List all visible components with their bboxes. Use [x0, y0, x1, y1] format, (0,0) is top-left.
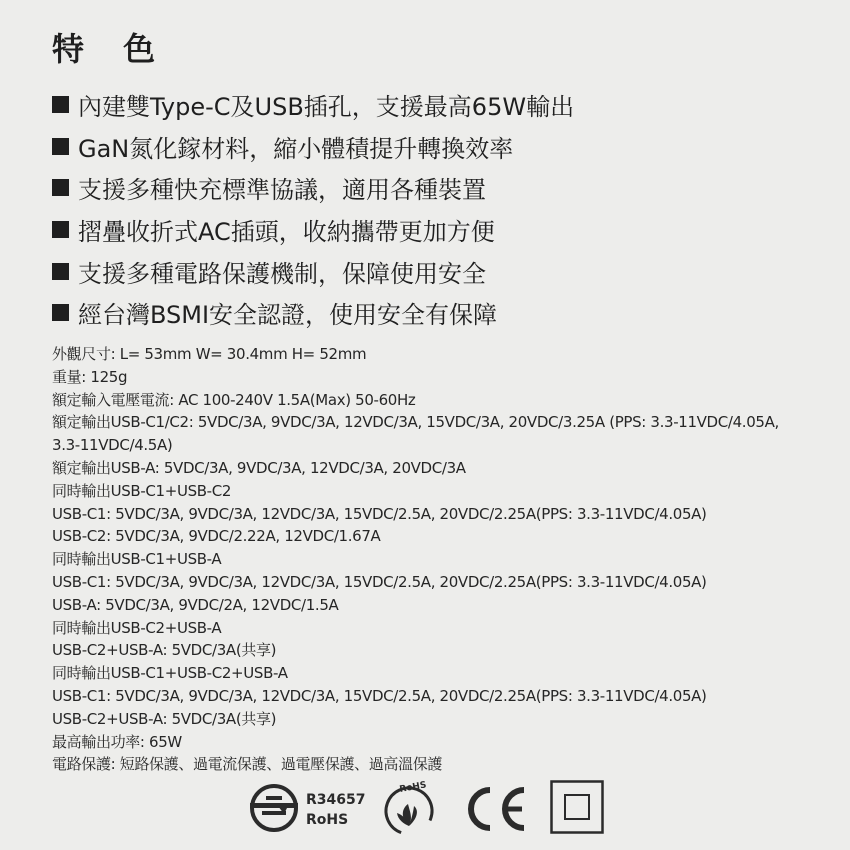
bullet-square-icon: [52, 138, 69, 155]
spec-line: USB-C2+USB-A: 5VDC/3A(共享): [52, 641, 277, 660]
spec-line: 額定輸入電壓電流: AC 100-240V 1.5A(Max) 50-60Hz: [52, 390, 416, 409]
feature-text: 內建雙Type-C及USB插孔，支援最高65W輸出: [78, 93, 575, 122]
feature-text: 支援多種電路保護機制，保障使用安全: [78, 259, 486, 288]
bullet-square-icon: [52, 96, 69, 113]
bullet-square-icon: [52, 179, 69, 196]
page-title: 特 色: [52, 30, 170, 68]
feature-item: [52, 167, 842, 209]
bsmi-code: R34657: [306, 792, 366, 808]
feature-list: [52, 84, 842, 334]
spec-line: 電路保護: 短路保護、過電流保護、過電壓保護、過高溫保護: [52, 755, 443, 774]
feature-text: 經台灣BSMI安全認證，使用安全有保障: [78, 301, 498, 330]
svg-text:RoHS: RoHS: [398, 780, 428, 795]
double-insulation-icon: [550, 780, 604, 834]
spec-line: 最高輸出功率: 65W: [52, 732, 182, 751]
bullet-square-icon: [52, 304, 69, 321]
spec-line: 同時輸出USB-C1+USB-C2: [52, 481, 232, 500]
spec-line: 3.3-11VDC/4.5A): [52, 436, 173, 455]
spec-list: [52, 343, 842, 776]
feature-item: [52, 84, 842, 126]
bsmi-rohs-label: RoHS: [306, 812, 349, 828]
spec-line: USB-C2: 5VDC/3A, 9VDC/2.22A, 12VDC/1.67A: [52, 527, 381, 546]
feature-item: [52, 292, 842, 334]
spec-line: USB-A: 5VDC/3A, 9VDC/2A, 12VDC/1.5A: [52, 595, 339, 614]
spec-line: 同時輸出USB-C2+USB-A: [52, 618, 222, 637]
feature-item: [52, 126, 842, 168]
spec-line: USB-C1: 5VDC/3A, 9VDC/3A, 12VDC/3A, 15VDC/2.5A, 20VDC/2.25A(PPS: 3.3-11VDC/4.05A): [52, 504, 707, 523]
bullet-square-icon: [52, 263, 69, 280]
feature-item: [52, 250, 842, 292]
rohs-compliant-icon: [380, 780, 438, 838]
spec-line: 同時輸出USB-C1+USB-A: [52, 550, 222, 569]
spec-line: 同時輸出USB-C1+USB-C2+USB-A: [52, 664, 288, 683]
feature-text: 支援多種快充標準協議，適用各種裝置: [78, 176, 486, 205]
feature-text: GaN氮化鎵材料，縮小體積提升轉換效率: [78, 134, 514, 163]
spec-line: USB-C2+USB-A: 5VDC/3A(共享): [52, 709, 277, 728]
ce-mark-icon: [460, 784, 530, 834]
bullet-square-icon: [52, 221, 69, 238]
spec-line: 額定輸出USB-A: 5VDC/3A, 9VDC/3A, 12VDC/3A, 20VDC/3A: [52, 458, 466, 477]
spec-line: 外觀尺寸: L= 53mm W= 30.4mm H= 52mm: [52, 345, 367, 363]
spec-line: 額定輸出USB-C1/C2: 5VDC/3A, 9VDC/3A, 12VDC/3A, 15VDC/3A, 20VDC/3.25A (PPS: 3.3-11VDC/4.05A,: [52, 413, 779, 432]
bsmi-mark-icon: [248, 782, 300, 834]
feature-item: [52, 209, 842, 251]
spec-line: USB-C1: 5VDC/3A, 9VDC/3A, 12VDC/3A, 15VDC/2.5A, 20VDC/2.25A(PPS: 3.3-11VDC/4.05A): [52, 572, 707, 591]
spec-line: USB-C1: 5VDC/3A, 9VDC/3A, 12VDC/3A, 15VDC/2.5A, 20VDC/2.25A(PPS: 3.3-11VDC/4.05A): [52, 686, 707, 705]
spec-line: 重量: 125g: [52, 367, 128, 386]
feature-text: 摺疊收折式AC插頭，收納攜帶更加方便: [78, 218, 495, 247]
